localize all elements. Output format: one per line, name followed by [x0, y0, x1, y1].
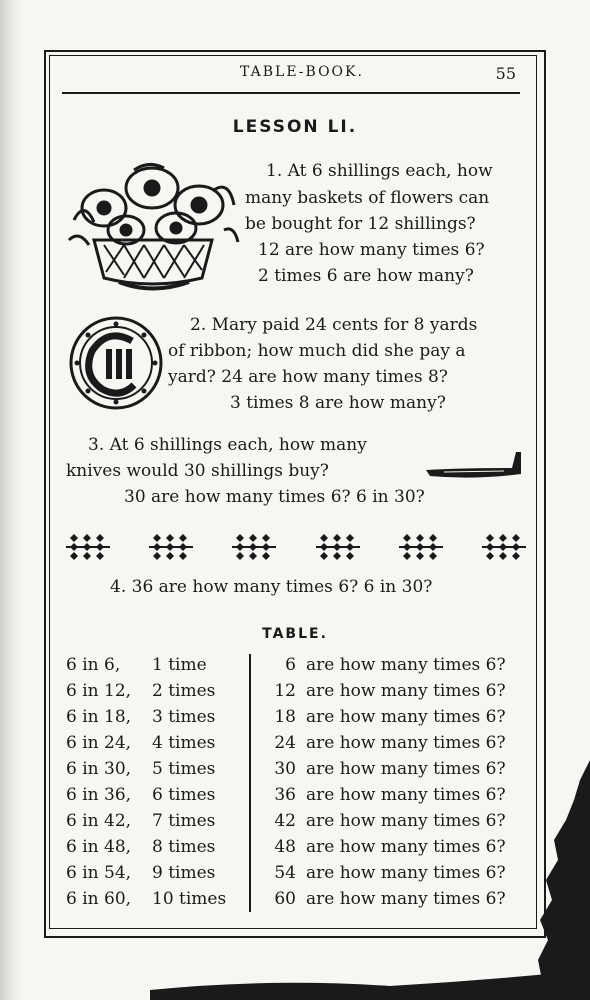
table-cell-number: 48	[274, 837, 296, 857]
three-cent-coin-icon	[68, 315, 164, 411]
table-row	[0, 886, 590, 912]
table-row	[0, 808, 590, 834]
problem-3-line-2: knives would 30 shillings buy?	[66, 461, 329, 481]
table-cell-question: are how many times 6?	[306, 655, 506, 675]
problem-1-line-4: 12 are how many times 6?	[258, 240, 485, 260]
table-cell-division: 6 in 12,	[66, 681, 132, 701]
table-cell-number: 36	[274, 785, 296, 805]
problem-3-line-1: 3. At 6 shillings each, how many	[88, 435, 367, 455]
ornament-row	[66, 532, 528, 562]
ornament-icon	[232, 532, 278, 562]
table-cell-question: are how many times 6?	[306, 759, 506, 779]
table-cell-times: 4 times	[152, 733, 216, 753]
table-row	[0, 704, 590, 730]
table-cell-times: 7 times	[152, 811, 216, 831]
table-cell-times: 8 times	[152, 837, 216, 857]
table-cell-division: 6 in 6,	[66, 655, 121, 675]
table-row	[0, 678, 590, 704]
ornament-icon	[399, 532, 445, 562]
ornament-icon	[482, 532, 528, 562]
table-cell-number: 42	[274, 811, 296, 831]
table-cell-question: are how many times 6?	[306, 733, 506, 753]
table-cell-question: are how many times 6?	[306, 785, 506, 805]
table-cell-division: 6 in 48,	[66, 837, 132, 857]
table-cell-division: 6 in 54,	[66, 863, 132, 883]
page-number: 55	[495, 64, 516, 83]
problem-1-line-1: 1. At 6 shillings each, how	[266, 161, 493, 181]
table-cell-number: 30	[274, 759, 296, 779]
ornament-icon	[316, 532, 362, 562]
table-cell-question: are how many times 6?	[306, 707, 506, 727]
table-cell-times: 1 time	[152, 655, 207, 675]
table-cell-division: 6 in 30,	[66, 759, 132, 779]
ornament-icon	[149, 532, 195, 562]
lesson-title: LESSON LI.	[232, 117, 358, 137]
problem-2-line-4: 3 times 8 are how many?	[230, 393, 446, 413]
table-cell-number: 54	[274, 863, 296, 883]
running-head	[62, 62, 520, 94]
table-cell-times: 10 times	[152, 889, 227, 909]
table-cell-number: 24	[274, 733, 296, 753]
problem-1-line-2: many baskets of flowers can	[245, 188, 490, 208]
table-cell-division: 6 in 36,	[66, 785, 132, 805]
problem-2-line-2: of ribbon; how much did she pay a	[168, 341, 466, 361]
table-row	[0, 860, 590, 886]
problem-3-line-3: 30 are how many times 6? 6 in 30?	[124, 487, 425, 507]
problem-2-line-1: 2. Mary paid 24 cents for 8 yards	[190, 315, 478, 335]
problem-2-line-3: yard? 24 are how many times 8?	[168, 367, 448, 387]
table-cell-times: 6 times	[152, 785, 216, 805]
table-cell-division: 6 in 42,	[66, 811, 132, 831]
table-cell-number: 6	[285, 655, 296, 675]
table-cell-question: are how many times 6?	[306, 811, 506, 831]
table-cell-number: 18	[274, 707, 296, 727]
ornament-icon	[66, 532, 112, 562]
table-cell-division: 6 in 18,	[66, 707, 132, 727]
table-row	[0, 756, 590, 782]
problem-4-line: 4. 36 are how many times 6? 6 in 30?	[110, 577, 433, 597]
table-row	[0, 652, 590, 678]
table-cell-question: are how many times 6?	[306, 837, 506, 857]
table-cell-number: 12	[274, 681, 296, 701]
problem-1-line-3: be bought for 12 shillings?	[245, 214, 476, 234]
table-row	[0, 730, 590, 756]
table-cell-question: are how many times 6?	[306, 681, 506, 701]
flower-basket-icon	[64, 160, 242, 295]
table-cell-question: are how many times 6?	[306, 863, 506, 883]
table-cell-number: 60	[274, 889, 296, 909]
knife-icon	[424, 448, 524, 484]
table-cell-division: 6 in 24,	[66, 733, 132, 753]
table-row	[0, 834, 590, 860]
table-cell-question: are how many times 6?	[306, 889, 506, 909]
table-row	[0, 782, 590, 808]
table-cell-times: 2 times	[152, 681, 216, 701]
table-cell-times: 3 times	[152, 707, 216, 727]
table-cell-times: 9 times	[152, 863, 216, 883]
page-shadow	[150, 960, 590, 1000]
book-title: TABLE-BOOK.	[240, 64, 364, 80]
table-cell-times: 5 times	[152, 759, 216, 779]
table-cell-division: 6 in 60,	[66, 889, 132, 909]
problem-1-line-5: 2 times 6 are how many?	[258, 266, 474, 286]
table-heading: TABLE.	[262, 626, 328, 642]
